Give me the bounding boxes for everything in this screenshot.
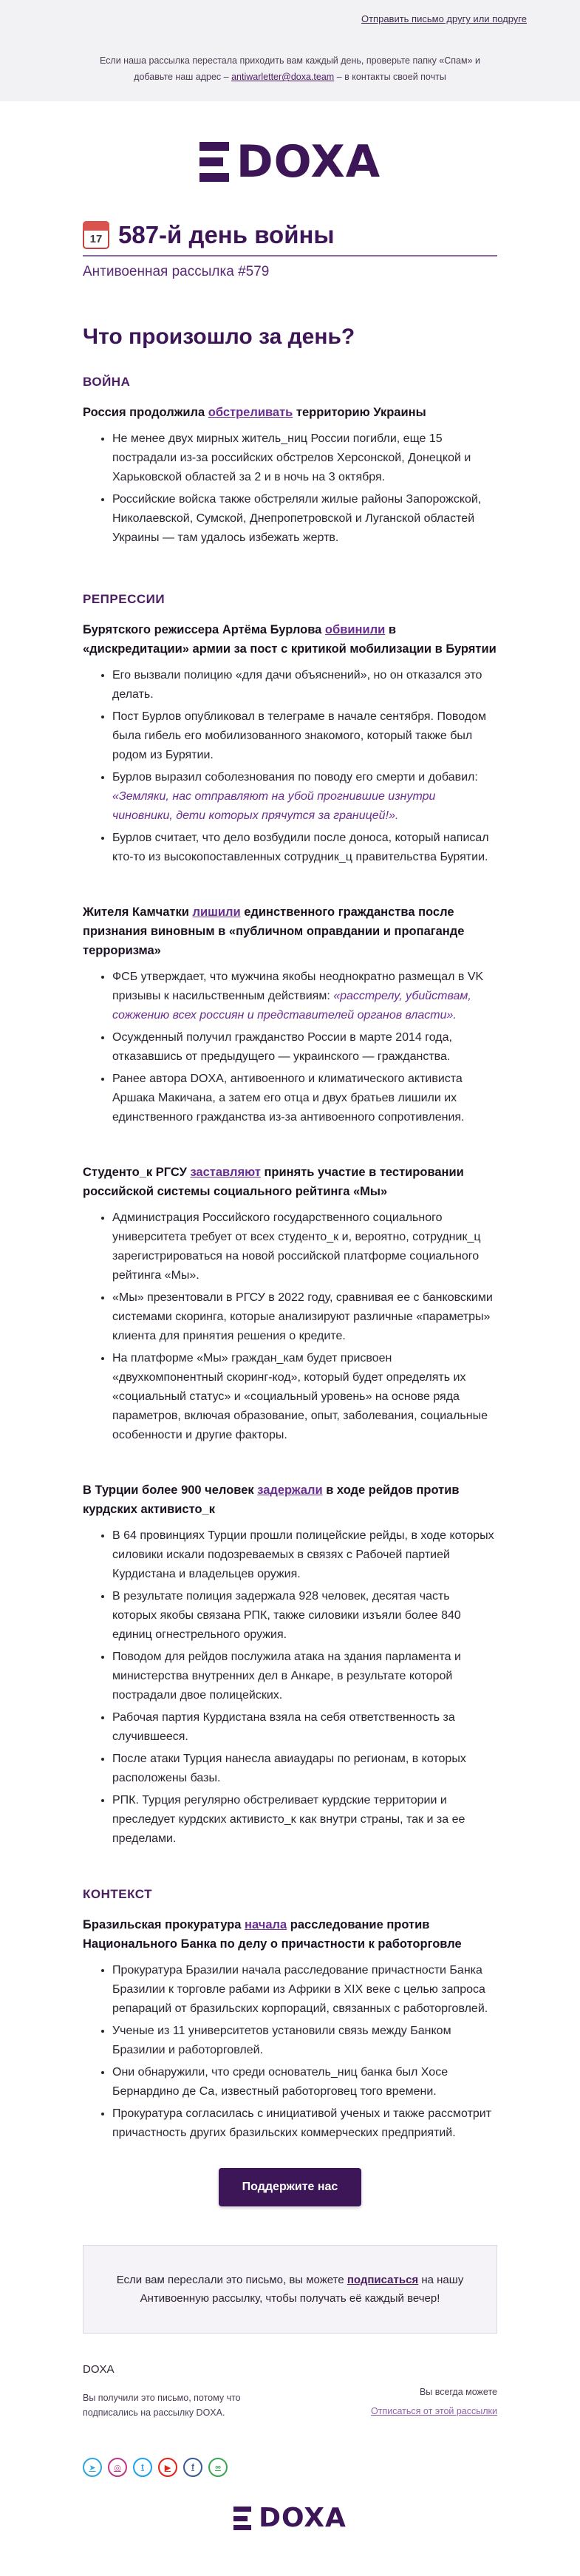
story [83, 403, 497, 548]
story-bullets [83, 968, 497, 1127]
forward-to-friend-link[interactable]: Отправить письмо другу или подруге [361, 13, 527, 24]
footer-unsubscribe [371, 2382, 497, 2421]
list-item: • Ранее автора DOXA, антивоенного и климатического активиста Аршака Макичана, а затем его отца и двух братьев лишили их единственного гражданства из-за антивоенного сопротивления. [112, 1070, 497, 1127]
story-bullets [83, 1961, 497, 2143]
list-item: • Не менее двух мирных житель_ниц России погибли, еще 15 пострадали из-за российских обстрелов Херсонской, Донецкой и Харьковской областей за 2 и в ночь на 3 октября. [112, 429, 497, 487]
spam-note-text-end: – в контакты своей почты [336, 72, 446, 82]
quote: «расстрелу, убийствам, сожжению всех россиян и представителей органов власти». [112, 990, 471, 1022]
list-item: • Прокуратура согласилась с инициативой ученых и также рассмотрит причастность других бразильских коммерческих предприятий. [112, 2104, 497, 2143]
subscribe-text: Если вам переслали это письмо, вы можете [116, 2274, 344, 2286]
footer-brand: DOXA [83, 2363, 115, 2376]
quote: «Земляки, нас отправляют на убой прогнившие изнутри чиновники, дети которых прячутся за границей!». [112, 790, 436, 822]
footer [83, 2363, 497, 2452]
support-us-button[interactable]: Поддержите нас [219, 2168, 362, 2206]
link-icon[interactable]: ∞ [208, 2458, 228, 2477]
story [83, 903, 497, 1127]
section-context [83, 1887, 497, 2143]
list-item: • Осужденный получил гражданство России в марте 2014 года, отказавшись от предыдущего — украинского — гражданства. [112, 1028, 497, 1067]
list-item: • РПК. Турция регулярно обстреливает курдские территории и преследует курдских активисто_к как внутри страны, так и за ее пределами. [112, 1791, 497, 1849]
spam-note [83, 52, 497, 85]
story-headline: Бурятского режиссера Артёма Бурлова обвинили в «дискредитации» армии за пост с критикой мобилизации в Бурятии [83, 623, 497, 656]
story-link[interactable]: задержали [257, 1484, 323, 1497]
doxa-logo-icon [233, 2507, 251, 2530]
list-item: • Его вызвали полицию «для дачи объяснений», но он отказался это делать. [112, 666, 497, 704]
day-count: 587-й день войны [118, 221, 335, 248]
story-link[interactable]: заставляют [190, 1166, 261, 1179]
top-bar [0, 0, 580, 101]
spam-note-text: Если наша рассылка перестала приходить вам каждый день, проверьте папку «Спам» и добавьте наш адрес – [99, 55, 481, 82]
footer-logo[interactable] [0, 2505, 580, 2576]
list-item: • Ученые из 11 университетов установили связь между Банком Бразилии и работорговлей. [112, 2022, 497, 2060]
list-item: • Администрация Российского государственного социального университета требует от всех студенто_к и, вероятно, сотрудник_ц зарегистрироваться на новой российской платформе социального рейтинга «Мы». [112, 1209, 497, 1285]
page-title [83, 221, 497, 249]
list-item: • В 64 провинциях Турции прошли полицейские рейды, в ходе которых силовики искали подозреваемых в связях с Рабочей партией Курдистана и владельцев оружия. [112, 1526, 497, 1584]
doxa-logo-icon [199, 142, 229, 182]
footer-note: Вы получили это письмо, потому что подписались на рассылку DOXA. [83, 2393, 241, 2418]
story-headline: Россия продолжила обстреливать территорию Украины [83, 406, 426, 419]
section-label-repressions: РЕПРЕССИИ [83, 592, 166, 606]
section-repressions [83, 592, 497, 1849]
list-item: • Прокуратура Бразилии начала расследование причастности Банка Бразилии к торговле рабами из Африки в XIX веке с целью запроса репараций от бразильских корпораций, связанных с работорговлей. [112, 1961, 497, 2019]
newsletter-email-link[interactable]: antiwarletter@doxa.team [231, 72, 335, 82]
story-link[interactable]: обвинили [324, 623, 386, 636]
section-war [83, 375, 497, 548]
story-link[interactable]: начала [245, 1918, 287, 1931]
list-item: • Поводом для рейдов послужила атака на здания парламента и министерства внутренних дел в Анкаре, в результате которой пострадали двое полицейских. [112, 1648, 497, 1705]
story-headline: Жителя Камчатки лишили единственного гражданства после признания виновным в «публичном оправдании и пропаганде терроризма» [83, 905, 465, 957]
subscribe-box [83, 2245, 497, 2334]
story-headline: Студенто_к РГСУ заставляют принять участие в тестировании российской системы социального рейтинга «Мы» [83, 1166, 464, 1198]
story [83, 1481, 497, 1849]
section-question: Что произошло за день? [83, 324, 355, 349]
subscribe-link[interactable]: подписаться [347, 2274, 419, 2286]
story-bullets [83, 1526, 497, 1849]
list-item: • После атаки Турция нанесла авиаудары по регионам, в которых расположены базы. [112, 1750, 497, 1788]
telegram-icon[interactable]: ➤ [83, 2458, 102, 2477]
main-content [0, 221, 580, 2477]
story-bullets [83, 1209, 497, 1445]
calendar-icon: 17 [83, 221, 109, 249]
list-item: • Бурлов считает, что дело возбудили после доноса, который написал кто-то из высокопоставленных сотрудник_ц правительства Бурятии. [112, 829, 497, 867]
list-item: • ФСБ утверждает, что мужчина якобы неоднократно размещал в VK призывы к насильственным действиям: «расстрелу, убийствам, сожжению всех россиян и представителей органов власти». [112, 968, 497, 1025]
list-item: • Рабочая партия Курдистана взяла на себя ответственность за случившееся. [112, 1708, 497, 1747]
story [83, 620, 497, 867]
title-divider [83, 255, 497, 256]
story-bullets [83, 666, 497, 867]
section-label-war: ВОЙНА [83, 375, 131, 389]
story-link[interactable]: обстреливать [208, 406, 293, 419]
story-bullets [83, 429, 497, 548]
list-item: • Они обнаружили, что среди основатель_ниц банка был Хосе Бернардино де Са, известный работорговец того времени. [112, 2063, 497, 2101]
facebook-icon[interactable]: f [183, 2458, 202, 2477]
instagram-icon[interactable]: ◎ [108, 2458, 127, 2477]
support-wrap [83, 2168, 497, 2206]
logo-text: DOXA [236, 136, 381, 188]
header-logo[interactable] [0, 101, 580, 188]
story-link[interactable]: лишили [192, 905, 241, 919]
issue-subtitle: Антивоенная рассылка #579 [83, 264, 270, 279]
footer-always-text: Вы всегда можете [419, 2387, 497, 2397]
list-item: • «Мы» презентовали в РГСУ в 2022 году, сравнивая ее с банковскими системами скоринга, которые анализируют различные «параметры» клиента для принятия решения о кредите. [112, 1288, 497, 1346]
list-item: • В результате полиция задержала 928 человек, десятая часть которых якобы связана РПК, также силовики изъяли более 840 единиц огнестрельного оружия. [112, 1587, 497, 1645]
youtube-icon[interactable]: ▶ [158, 2458, 177, 2477]
social-links [83, 2458, 497, 2477]
subscribe-text-end: на нашу Антивоенную рассылку, чтобы получать её каждый вечер! [140, 2274, 464, 2305]
list-item: • На платформе «Мы» граждан_кам будет присвоен «двухкомпонентный скоринг-код», который будет определять их «социальный статус» и «социальный уровень» на основе ряда параметров, включая образование, опыт, заболевания, социальные особенности и другие факторы. [112, 1349, 497, 1445]
list-item: • Пост Бурлов опубликовал в телеграме в начале сентября. Поводом была гибель его мобилизованного знакомого, который также был родом из Бурятии. [112, 707, 497, 765]
story [83, 1915, 497, 2143]
list-item: • Российские войска также обстреляли жилые районы Запорожской, Николаевской, Сумской, Днепропетровской и Луганской областей Украины — там удалось избежать жертв. [112, 490, 497, 548]
unsubscribe-link[interactable]: Отписаться от этой рассылки [371, 2406, 497, 2416]
section-label-context: КОНТЕКСТ [83, 1887, 152, 1901]
story-headline: Бразильская прокуратура начала расследование против Национального Банка по делу о причастности к работорговле [83, 1918, 462, 1951]
story-headline: В Турции более 900 человек задержали в ходе рейдов против курдских активисто_к [83, 1484, 460, 1516]
twitter-icon[interactable]: t [133, 2458, 152, 2477]
logo-text: DOXA [259, 2503, 347, 2533]
story [83, 1163, 497, 1445]
list-item: • Бурлов выразил соболезнования по поводу его смерти и добавил: «Земляки, нас отправляют на убой прогнившие изнутри чиновники, дети которых прячутся за границей!». [112, 768, 497, 826]
